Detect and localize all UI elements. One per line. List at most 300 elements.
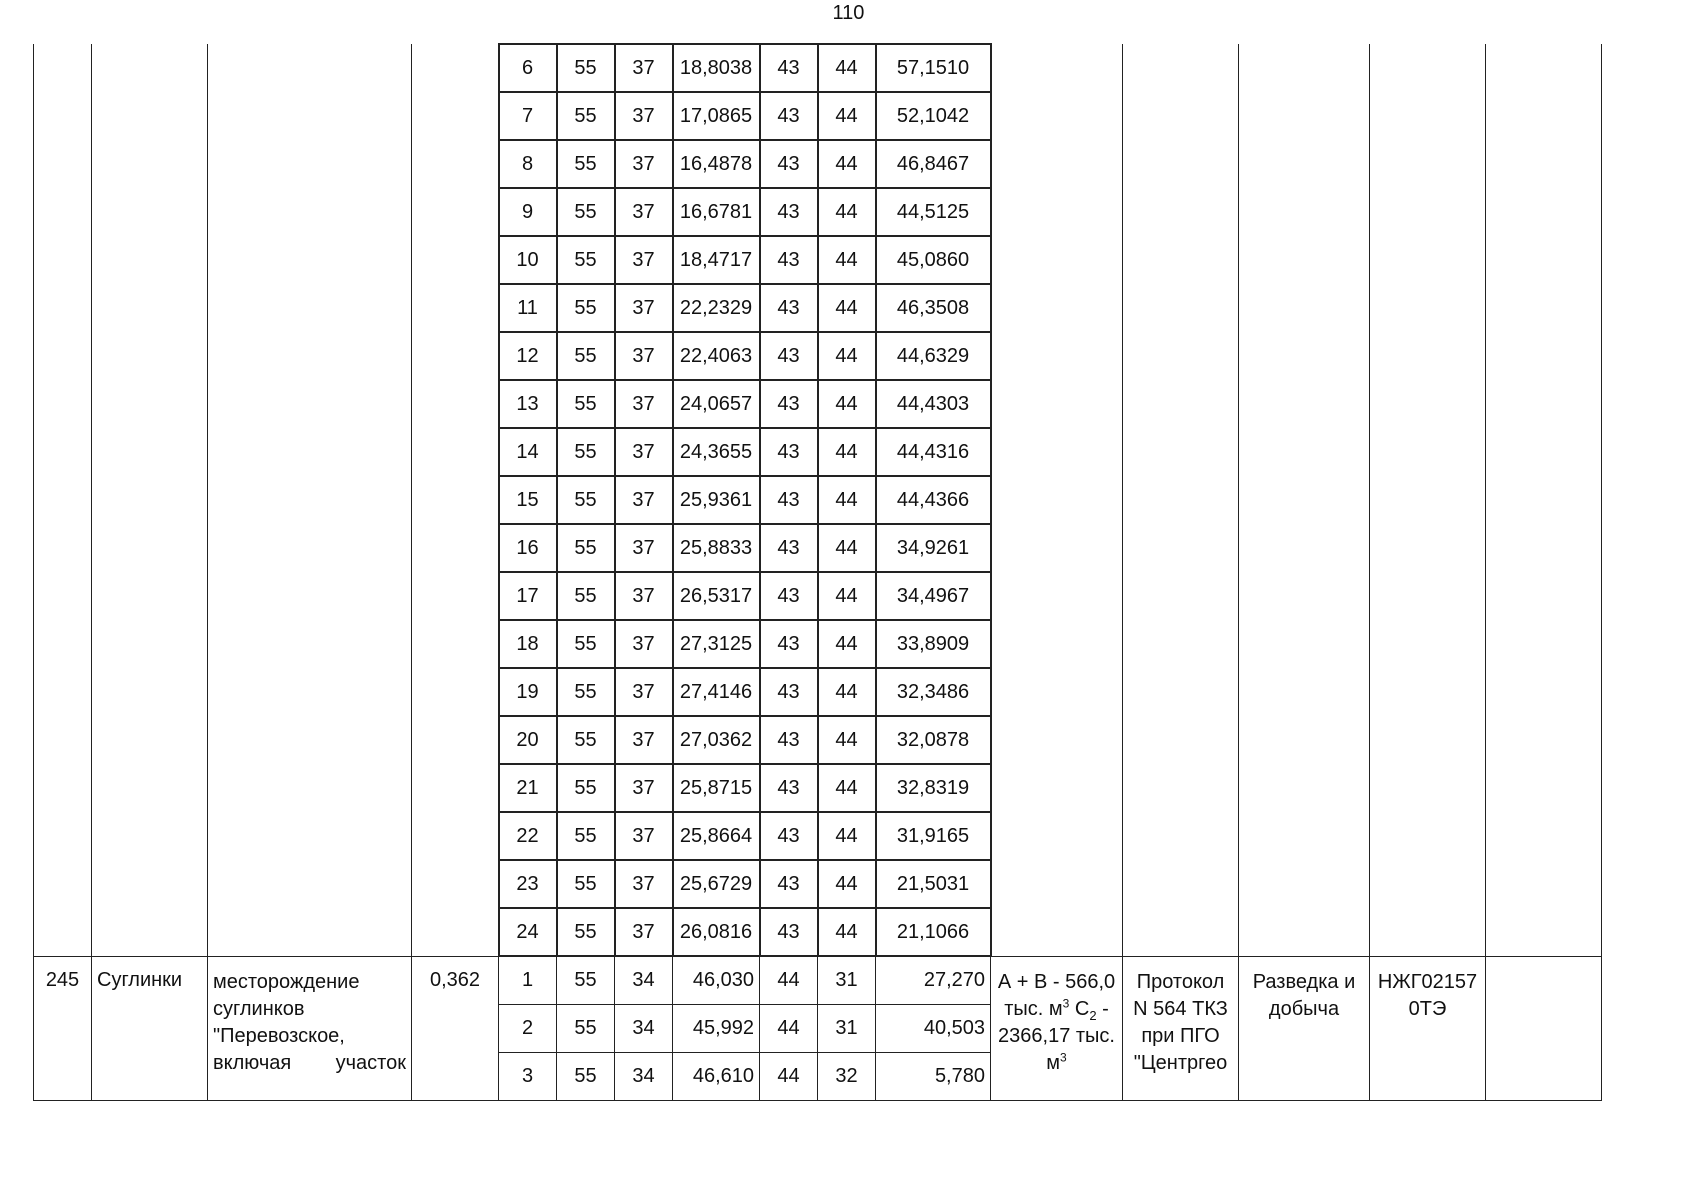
lon-deg: 43 [760,716,818,764]
empty-cell [412,860,499,908]
empty-cell [34,716,92,764]
empty-cell [34,284,92,332]
empty-cell [1486,380,1602,428]
empty-cell [1239,860,1370,908]
empty-cell [92,380,208,428]
table-row [34,956,1602,1004]
point-number: 14 [499,428,557,476]
empty-cell [412,716,499,764]
empty-cell [92,188,208,236]
point-number: 1 [499,956,557,1004]
empty-cell [92,476,208,524]
lat-min: 37 [615,668,673,716]
empty-cell [1239,908,1370,956]
empty-cell [1239,284,1370,332]
continuation-rows [34,44,1602,956]
empty-cell [991,284,1123,332]
point-number: 11 [499,284,557,332]
empty-cell [412,764,499,812]
lat-sec: 17,0865 [673,92,760,140]
lon-deg: 43 [760,908,818,956]
table-row [34,44,1602,92]
empty-cell [991,524,1123,572]
empty-cell [208,92,412,140]
empty-cell [412,812,499,860]
lat-min: 34 [615,956,673,1004]
empty-cell [1486,236,1602,284]
lon-min: 44 [818,284,876,332]
lon-deg: 43 [760,476,818,524]
empty-cell [1239,620,1370,668]
lat-deg: 55 [557,92,615,140]
lon-min: 44 [818,524,876,572]
empty-cell [1370,812,1486,860]
table-row [34,476,1602,524]
point-number: 24 [499,908,557,956]
lon-deg: 44 [760,1052,818,1100]
empty-cell [1239,332,1370,380]
lon-sec: 57,1510 [876,44,991,92]
lat-sec: 18,4717 [673,236,760,284]
lon-sec: 27,270 [876,956,991,1004]
empty-cell [1123,428,1239,476]
entry-245 [34,956,1602,1100]
empty-cell [1239,92,1370,140]
lat-deg: 55 [557,188,615,236]
empty-cell [208,764,412,812]
empty-cell [208,188,412,236]
empty-cell [208,908,412,956]
empty-cell [412,476,499,524]
lat-sec: 25,8664 [673,812,760,860]
empty-cell [412,908,499,956]
empty-cell [1123,764,1239,812]
empty-cell [1239,572,1370,620]
empty-cell [1370,620,1486,668]
empty-cell [991,860,1123,908]
lon-min: 44 [818,764,876,812]
lon-sec: 44,6329 [876,332,991,380]
empty-cell [412,188,499,236]
empty-cell [412,332,499,380]
empty-cell [412,236,499,284]
lon-min: 44 [818,620,876,668]
lat-sec: 46,030 [673,956,760,1004]
empty-cell [1123,188,1239,236]
empty-cell [991,812,1123,860]
empty-cell [208,620,412,668]
lon-deg: 43 [760,332,818,380]
empty-cell [34,908,92,956]
empty-cell [34,332,92,380]
empty-cell [1123,332,1239,380]
empty-cell [412,92,499,140]
empty-cell [1370,284,1486,332]
empty-cell [1239,524,1370,572]
empty-cell [1123,476,1239,524]
table-row [34,92,1602,140]
empty-cell [991,668,1123,716]
table-row [34,428,1602,476]
empty-cell [92,524,208,572]
lat-deg: 55 [557,332,615,380]
lat-min: 37 [615,140,673,188]
empty-cell [412,572,499,620]
empty-cell [34,620,92,668]
table-row [34,572,1602,620]
empty-cell [1123,572,1239,620]
lon-deg: 43 [760,380,818,428]
lat-min: 37 [615,44,673,92]
lon-deg: 43 [760,620,818,668]
lon-sec: 44,4303 [876,380,991,428]
empty-cell [991,908,1123,956]
lat-sec: 18,8038 [673,44,760,92]
empty-cell [1370,476,1486,524]
empty-cell [1123,284,1239,332]
lat-deg: 55 [557,1004,615,1052]
lon-sec: 44,4366 [876,476,991,524]
empty-cell [991,620,1123,668]
activity-type: Разведка и добыча [1239,956,1370,1100]
point-number: 12 [499,332,557,380]
lat-deg: 55 [557,764,615,812]
table-row [34,860,1602,908]
table-row [34,524,1602,572]
lat-min: 37 [615,716,673,764]
empty-cell [1123,236,1239,284]
lat-deg: 55 [557,380,615,428]
empty-cell [34,476,92,524]
empty-cell [34,860,92,908]
empty-cell [1370,236,1486,284]
empty-cell [991,476,1123,524]
empty-cell [412,620,499,668]
lon-deg: 43 [760,812,818,860]
lon-sec: 31,9165 [876,812,991,860]
deposits-table [33,43,1602,1101]
lon-sec: 44,4316 [876,428,991,476]
lat-deg: 55 [557,620,615,668]
lat-deg: 55 [557,476,615,524]
empty-cell [34,92,92,140]
empty-cell [1123,812,1239,860]
area: 0,362 [412,956,499,1100]
point-number: 10 [499,236,557,284]
lon-deg: 43 [760,668,818,716]
lon-deg: 43 [760,428,818,476]
empty-cell [92,908,208,956]
lat-deg: 55 [557,812,615,860]
mineral-type: Суглинки [92,956,208,1100]
empty-cell [208,284,412,332]
empty-cell [1370,44,1486,92]
empty-cell [208,332,412,380]
lat-sec: 16,6781 [673,188,760,236]
empty-cell [208,716,412,764]
empty-cell [1123,140,1239,188]
empty-cell [208,140,412,188]
empty-cell [1239,188,1370,236]
lon-min: 44 [818,428,876,476]
lon-deg: 43 [760,236,818,284]
empty-cell [208,572,412,620]
empty-cell [1370,188,1486,236]
lat-min: 37 [615,332,673,380]
lon-min: 31 [818,956,876,1004]
lat-deg: 55 [557,284,615,332]
lat-min: 37 [615,476,673,524]
point-number: 3 [499,1052,557,1100]
empty-cell [1370,380,1486,428]
lon-sec: 44,5125 [876,188,991,236]
empty-cell [34,380,92,428]
point-number: 18 [499,620,557,668]
empty-cell [412,428,499,476]
empty-cell [1370,908,1486,956]
empty-cell [991,380,1123,428]
lat-sec: 22,4063 [673,332,760,380]
lat-min: 37 [615,572,673,620]
lon-min: 32 [818,1052,876,1100]
table-row [34,380,1602,428]
empty-cell [34,524,92,572]
lat-deg: 55 [557,572,615,620]
lon-min: 44 [818,572,876,620]
lat-sec: 27,0362 [673,716,760,764]
lon-deg: 43 [760,572,818,620]
empty-cell [1239,140,1370,188]
empty-cell [208,380,412,428]
point-number: 6 [499,44,557,92]
lat-sec: 25,8833 [673,524,760,572]
empty-cell [1486,668,1602,716]
empty-cell [1239,428,1370,476]
empty-cell [1123,668,1239,716]
empty-cell [1123,716,1239,764]
empty-cell [208,524,412,572]
table-row [34,332,1602,380]
lon-min: 44 [818,716,876,764]
empty-cell [1486,284,1602,332]
point-number: 7 [499,92,557,140]
lon-sec: 32,8319 [876,764,991,812]
empty-cell [1239,380,1370,428]
empty-cell [1239,716,1370,764]
empty-cell [1486,908,1602,956]
lat-min: 37 [615,860,673,908]
empty-cell [34,572,92,620]
lon-deg: 43 [760,764,818,812]
lat-min: 34 [615,1052,673,1100]
lon-deg: 43 [760,140,818,188]
empty-cell [1370,92,1486,140]
lon-sec: 45,0860 [876,236,991,284]
empty-cell [991,716,1123,764]
lat-sec: 24,0657 [673,380,760,428]
empty-cell [92,332,208,380]
lat-min: 37 [615,236,673,284]
empty-cell [92,668,208,716]
lon-min: 44 [818,332,876,380]
lat-deg: 55 [557,140,615,188]
lat-sec: 27,3125 [673,620,760,668]
empty-cell [1486,140,1602,188]
lat-min: 37 [615,380,673,428]
empty-cell [991,572,1123,620]
empty-cell [1486,332,1602,380]
table-row [34,188,1602,236]
empty-cell [1123,92,1239,140]
empty-cell [1486,476,1602,524]
lat-deg: 55 [557,668,615,716]
empty-cell [1123,908,1239,956]
lon-sec: 5,780 [876,1052,991,1100]
lon-sec: 32,3486 [876,668,991,716]
lon-deg: 44 [760,956,818,1004]
lat-deg: 55 [557,236,615,284]
empty-cell [1370,572,1486,620]
empty-cell [34,668,92,716]
lat-min: 37 [615,92,673,140]
empty-cell [1239,476,1370,524]
lat-sec: 25,8715 [673,764,760,812]
lat-sec: 22,2329 [673,284,760,332]
lon-deg: 43 [760,524,818,572]
empty-cell [1239,668,1370,716]
lat-deg: 55 [557,716,615,764]
lon-min: 44 [818,188,876,236]
reserves: А + В - 566,0 тыс. $м^3$ $С_2 - 2366,17$ тыс. $м^3$ [991,956,1123,1100]
empty-cell [1370,764,1486,812]
empty-cell [1370,668,1486,716]
empty-cell [1239,764,1370,812]
lon-deg: 43 [760,188,818,236]
empty-cell [1486,92,1602,140]
empty-cell [1123,524,1239,572]
lon-min: 44 [818,92,876,140]
lon-sec: 40,503 [876,1004,991,1052]
lat-sec: 25,6729 [673,860,760,908]
empty-cell [208,428,412,476]
empty-cell [1123,620,1239,668]
empty-cell [208,812,412,860]
lon-deg: 43 [760,92,818,140]
empty-cell [92,812,208,860]
lon-min: 31 [818,1004,876,1052]
point-number: 17 [499,572,557,620]
lat-deg: 55 [557,44,615,92]
lon-deg: 43 [760,860,818,908]
lon-deg: 43 [760,284,818,332]
lat-min: 37 [615,188,673,236]
point-number: 8 [499,140,557,188]
lon-sec: 46,8467 [876,140,991,188]
lon-min: 44 [818,860,876,908]
point-number: 20 [499,716,557,764]
lat-min: 34 [615,1004,673,1052]
lat-min: 37 [615,620,673,668]
lat-min: 37 [615,428,673,476]
empty-cell [1486,44,1602,92]
lat-min: 37 [615,764,673,812]
point-number: 16 [499,524,557,572]
lon-sec: 52,1042 [876,92,991,140]
empty-cell [1370,332,1486,380]
lat-sec: 16,4878 [673,140,760,188]
empty-cell [92,236,208,284]
lon-sec: 33,8909 [876,620,991,668]
lon-sec: 34,9261 [876,524,991,572]
page-number: 110 [832,2,865,24]
empty-cell [92,92,208,140]
lon-deg: 43 [760,44,818,92]
empty-cell [1370,140,1486,188]
empty-cell [1370,716,1486,764]
empty-cell [92,428,208,476]
lon-sec: 34,4967 [876,572,991,620]
table-row [34,764,1602,812]
point-number: 21 [499,764,557,812]
empty-cell [92,716,208,764]
empty-cell [34,812,92,860]
lat-deg: 55 [557,860,615,908]
empty-cell [34,140,92,188]
lat-deg: 55 [557,428,615,476]
empty-cell [412,380,499,428]
empty-cell [34,428,92,476]
empty-cell [412,284,499,332]
license-number: НЖГ02157 0ТЭ [1370,956,1486,1100]
lon-sec: 32,0878 [876,716,991,764]
empty-cell [92,764,208,812]
empty-cell [1123,860,1239,908]
empty-cell [1486,572,1602,620]
empty-cell [1123,380,1239,428]
entry-number: 245 [34,956,92,1100]
table-row [34,668,1602,716]
empty-cell [208,44,412,92]
empty-cell [92,44,208,92]
protocol: Протокол N 564 ТКЗ при ПГО "Центргео [1123,956,1239,1100]
empty-cell [1239,236,1370,284]
lat-min: 37 [615,812,673,860]
empty-cell [412,524,499,572]
empty-cell [1370,524,1486,572]
lon-min: 44 [818,668,876,716]
empty-cell [208,476,412,524]
empty-cell [1370,428,1486,476]
empty-cell [991,332,1123,380]
point-number: 2 [499,1004,557,1052]
lat-sec: 26,0816 [673,908,760,956]
empty-cell [991,140,1123,188]
lat-sec: 45,992 [673,1004,760,1052]
point-number: 19 [499,668,557,716]
lat-sec: 25,9361 [673,476,760,524]
empty-cell [92,620,208,668]
empty-cell [1239,812,1370,860]
lon-min: 44 [818,380,876,428]
empty-cell [991,764,1123,812]
empty-cell [991,188,1123,236]
lon-min: 44 [818,236,876,284]
point-number: 22 [499,812,557,860]
empty-cell [208,668,412,716]
notes-cell [1486,956,1602,1100]
point-number: 13 [499,380,557,428]
table-row [34,284,1602,332]
